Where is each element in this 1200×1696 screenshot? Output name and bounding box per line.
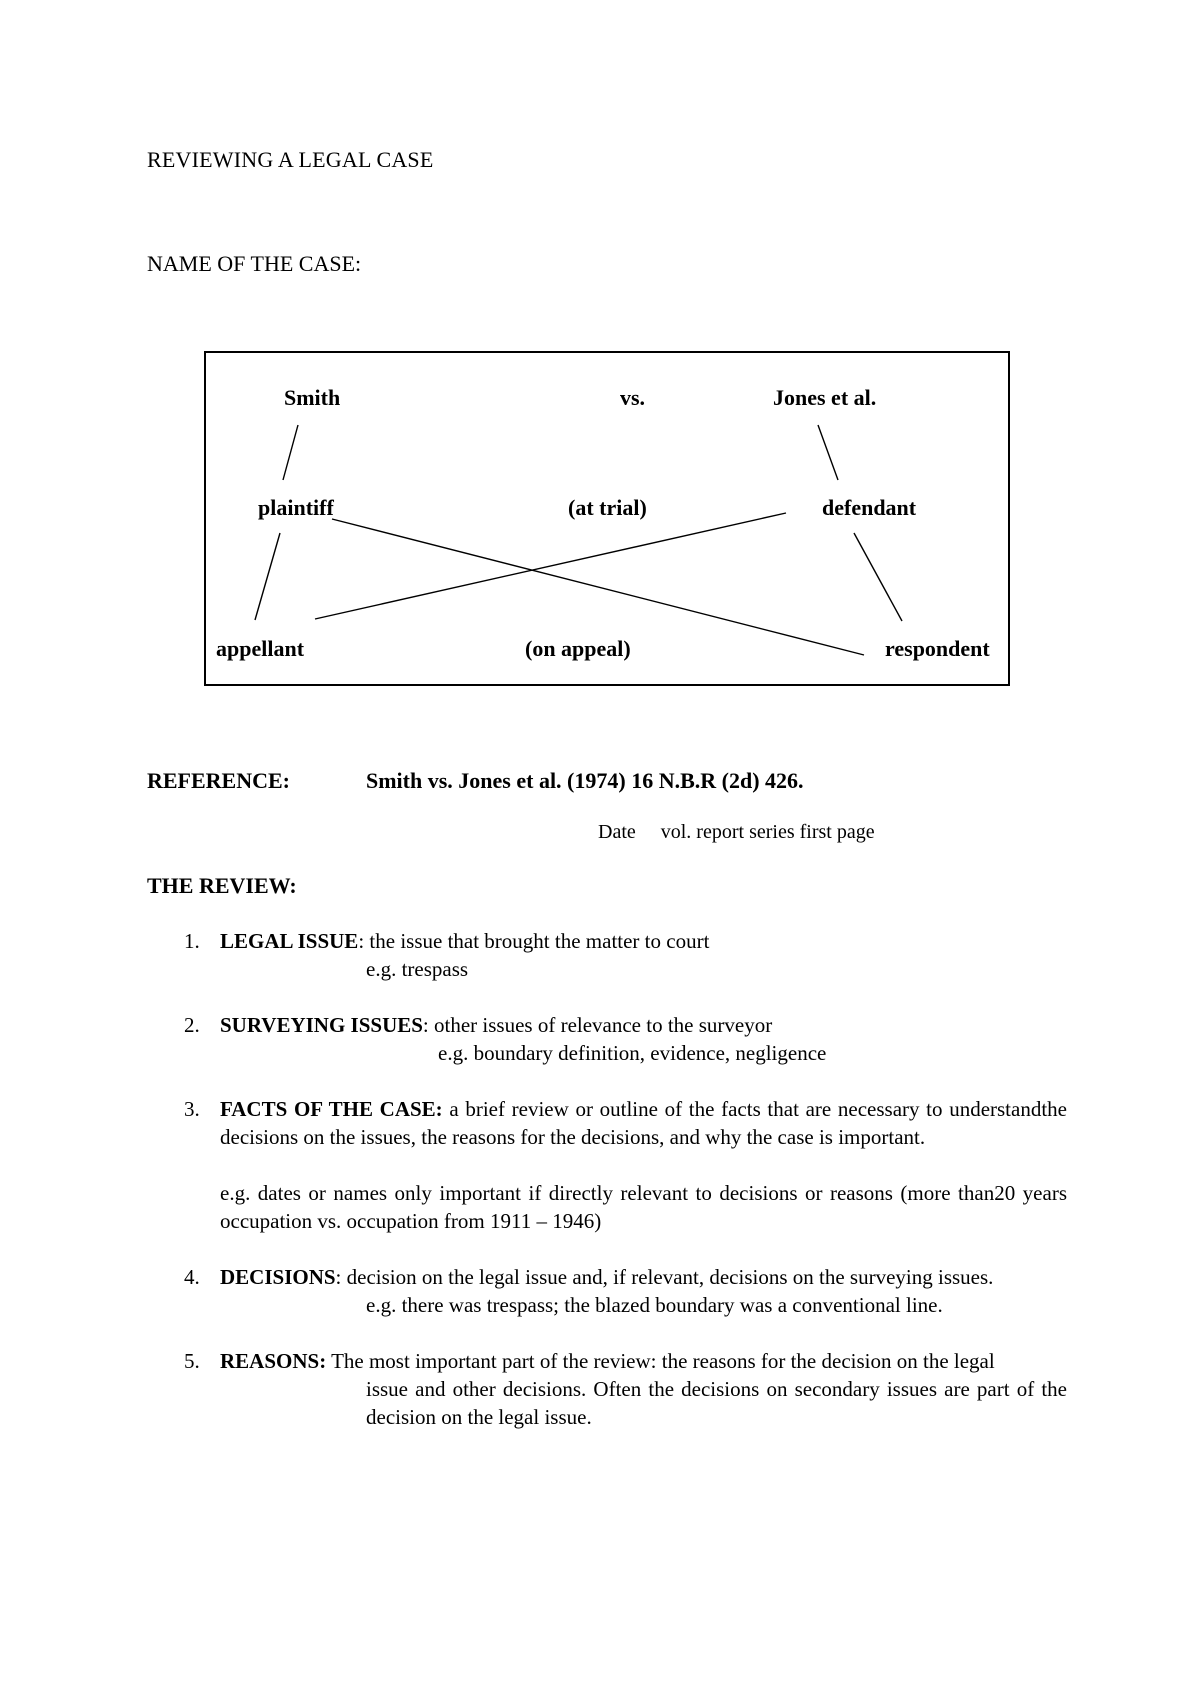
line-smith-plaintiff: [283, 425, 298, 480]
line-defendant-respondent: [854, 533, 902, 621]
item-continuation: issue and other decisions. Often the decisions on secondary issues are part of the decision on the legal issue.: [366, 1377, 1067, 1429]
review-label: THE REVIEW:: [147, 873, 297, 898]
list-item: [147, 1011, 1067, 1067]
line-defendant-appellant: [315, 513, 786, 619]
vs-label: vs.: [620, 385, 646, 410]
case-parties-diagram: [204, 351, 1010, 686]
list-item: [147, 1095, 1067, 1235]
item-number: 3.: [184, 1097, 200, 1121]
item-text: : other issues of relevance to the surveyor: [422, 1013, 773, 1037]
role-plaintiff: plaintiff: [258, 495, 334, 520]
role-defendant: defendant: [822, 495, 917, 520]
item-heading: REASONS:: [220, 1349, 327, 1373]
document-title: REVIEWING A LEGAL CASE: [147, 147, 434, 172]
item-example: e.g. trespass: [366, 957, 469, 981]
party-smith: Smith: [284, 385, 341, 410]
item-number: 4.: [184, 1265, 200, 1289]
case-name-label: NAME OF THE CASE:: [147, 251, 362, 276]
line-plaintiff-respondent: [332, 519, 864, 655]
item-number: 1.: [184, 929, 200, 953]
item-text: The most important part of the review: the reasons for the decision on the legal: [326, 1349, 995, 1373]
reference-label: REFERENCE:: [147, 768, 291, 793]
party-jones: Jones et al.: [773, 385, 877, 410]
item-text: : the issue that brought the matter to court: [358, 929, 710, 953]
item-text: : decision on the legal issue and, if relevant, decisions on the surveying issues.: [335, 1265, 994, 1289]
list-item: [147, 927, 1067, 983]
item-heading: DECISIONS: [220, 1265, 336, 1289]
item-text: a brief review or outline of the facts that are necessary to understandthe decisions on the issues, the reasons for the decisions, and why the case is important.: [220, 1097, 1067, 1149]
item-number: 5.: [184, 1349, 200, 1373]
list-item: [147, 1263, 1067, 1319]
item-heading: LEGAL ISSUE: [220, 929, 359, 953]
review-items-list: [147, 927, 1067, 1459]
reference-citation: Smith vs. Jones et al. (1974) 16 N.B.R (2d) 426.: [366, 768, 804, 793]
item-example: e.g. there was trespass; the blazed boundary was a conventional line.: [366, 1293, 943, 1317]
line-plaintiff-appellant: [255, 533, 280, 620]
item-heading: FACTS OF THE CASE:: [220, 1097, 443, 1121]
role-respondent: respondent: [885, 636, 990, 661]
item-heading: SURVEYING ISSUES: [220, 1013, 423, 1037]
role-appellant: appellant: [216, 636, 305, 661]
stage-at-trial: (at trial): [568, 495, 647, 520]
item-number: 2.: [184, 1013, 200, 1037]
stage-on-appeal: (on appeal): [525, 636, 631, 661]
citation-legend: Date vol. report series first page: [598, 821, 875, 843]
item-example: e.g. boundary definition, evidence, negligence: [438, 1041, 827, 1065]
item-example: e.g. dates or names only important if directly relevant to decisions or reasons (more than20 years occupation vs. occupation from 1911 – 1946): [220, 1181, 1067, 1233]
list-item: [147, 1347, 1067, 1431]
line-jones-defendant: [818, 425, 838, 480]
